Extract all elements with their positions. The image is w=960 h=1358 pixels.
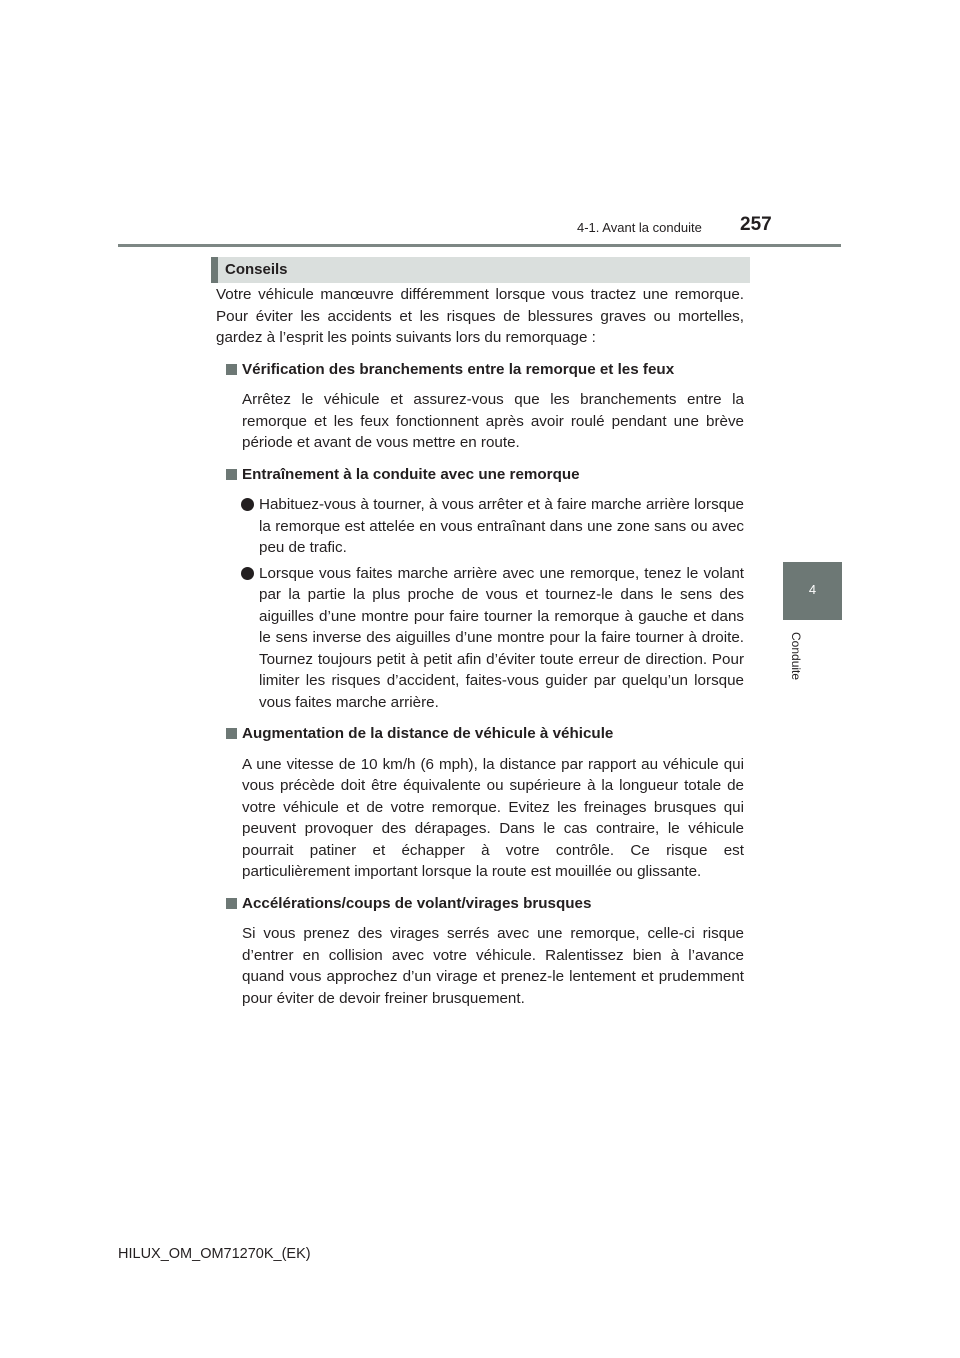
intro-paragraph: Votre véhicule manœuvre différemment lorsque vous tractez une remorque. Pour éviter les accidents et les risques de blessures graves ou mortelles, gardez à l’esprit les points suivants lors du remorquage : [216,286,744,346]
page-number: 257 [740,214,772,235]
square-bullet-icon [226,728,237,739]
subsection-heading-training [216,464,744,486]
chapter-label: Conduite [789,632,803,681]
round-bullet-icon [241,498,254,511]
section-content [216,284,744,1019]
section-header-bar [211,257,218,283]
subsection-heading-text: Accélérations/coups de volant/virages brusques [242,894,592,912]
subsection-text-sudden-maneuvers: Si vous prenez des virages serrés avec une remorque, celle-ci risque d’entrer en collision avec votre véhicule. Ralentissez bien à l’avance quand vous approchez d’un virage et prenez-le lentement et prudemment pour éviter de devoir freiner brusquement. [242,925,744,1007]
square-bullet-icon [226,469,237,480]
bullet-text: Lorsque vous faites marche arrière avec une remorque, tenez le volant par la partie la plus proche de vous et tournez-le dans le sens des aiguilles d’une montre pour faire tourner la remorque à gauche et dans le sens inverse des aiguilles d’une montre pour la faire tourner à droite. Tournez toujours petit à petit afin d’éviter toute erreur de direction. Pour limiter les risques d’accident, faites-vous guider par quelqu’un lorsque vous faites marche arrière. [259,564,744,711]
section-header-box [211,257,750,283]
header-rule [118,244,841,247]
subsection-heading-text: Vérification des branchements entre la remorque et les feux [242,360,675,378]
subsection-heading-text: Entraînement à la conduite avec une remorque [242,465,580,483]
chapter-number: 4 [808,582,817,597]
bullet-item [216,563,744,714]
subsection-heading-connections [216,359,744,381]
chapter-tab[interactable] [783,562,842,620]
bullet-item [216,494,744,559]
bullet-text: Habituez-vous à tourner, à vous arrêter et à faire marche arrière lorsque la remorque est attelée en vous entraînant dans une zone sans ou avec peu de trafic. [259,496,744,556]
subsection-text-distance: A une vitesse de 10 km/h (6 mph), la distance par rapport au véhicule qui vous précède doit être équivalente ou supérieure à la longueur totale de votre véhicule et de votre remorque. Evitez les freinages brusques qui peuvent provoquer des dérapages. Dans le cas contraire, le véhicule pourrait patiner et échapper à votre contrôle. Ce risque est particulièrement important lorsque la route est mouillée ou glissante. [242,755,744,880]
running-header-section: 4-1. Avant la conduite [577,220,702,235]
subsection-text-connections: Arrêtez le véhicule et assurez-vous que les branchements entre la remorque et les feux fonctionnent après avoir roulé pendant une brève période et avant de vous mettre en route. [242,391,744,451]
section-title: Conseils [225,261,288,278]
square-bullet-icon [226,898,237,909]
subsection-heading-sudden-maneuvers [216,893,744,915]
round-bullet-icon [241,567,254,580]
document-code: HILUX_OM_OM71270K_(EK) [118,1246,311,1262]
square-bullet-icon [226,364,237,375]
subsection-heading-text: Augmentation de la distance de véhicule à véhicule [242,725,614,742]
subsection-heading-distance [216,723,744,745]
